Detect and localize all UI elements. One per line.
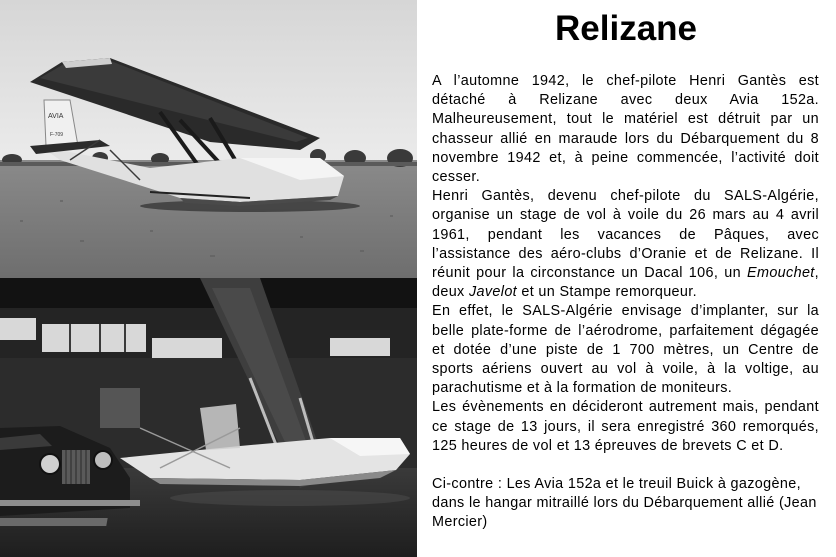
tail-text: AVIA [48,113,64,120]
paragraph-2-part-c: et un Stampe remorqueur. [517,284,697,301]
paragraph-1: A l’automne 1942, le chef-pilote Henri Gantès est détaché à Relizane avec deux Avia 152a. Malheureusement, tout le matériel est détruit par un chasseur allié en maraude lors du Débarquement du 8 novembre 1942 et, à peine commencée, l’activité doit cesser. [432,73,819,186]
tail-number: F-709 [50,132,64,138]
paragraph-2 [432,187,819,302]
glider-airfield-photo [0,0,417,278]
article-text [432,72,819,533]
paragraph-4: Les évènements en décideront autrement mais, pendant ce stage de 13 jours, il sera enregistré 360 remorqués, 125 heures de vol et 13 épreuves de brevets C et D. [432,399,819,454]
page-title: Relizane [555,9,697,48]
paragraph-2-part-a: Henri Gantès, devenu chef-pilote du SALS-Algérie, organise un stage de vol à voile du 26 mars au 4 avril 1961, pendant les vacances de Pâques, avec l’assistance des aéro-clubs d’Oranie et de Relizane. Il réunit pour la circonstance un Dacal 106, un [432,188,819,282]
paragraph-3: En effet, le SALS-Algérie envisage d’implanter, sur la belle plate-forme de l’aérodrome, parfaitement dégagée et dotée d’une piste de 1 700 mètres, un Centre de sports aériens ouvert au vol à voile, à la voltige, au parachutisme et à la formation de moniteurs. [432,303,819,397]
glider-name-emouchet: Emouchet [747,265,815,282]
photo-caption: Ci-contre : Les Avia 152a et le treuil Buick à gazogène, dans le hangar mitraillé lors du Débarquement allié (Jean Mercier) [432,476,817,531]
glider-name-javelot: Javelot [468,284,518,301]
paragraph-2-part-b: , deux [432,265,819,301]
hangar-photo [0,278,417,557]
